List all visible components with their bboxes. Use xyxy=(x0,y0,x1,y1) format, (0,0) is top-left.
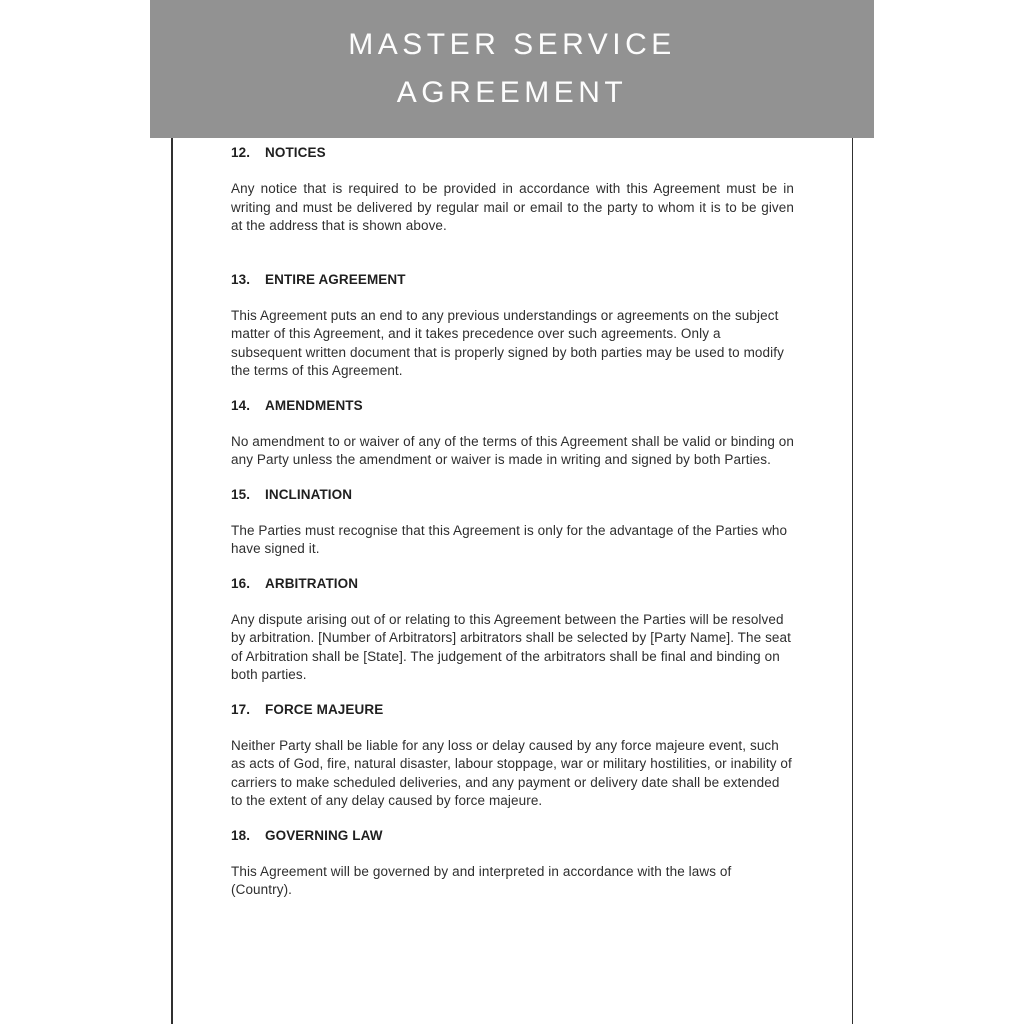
header-banner xyxy=(150,0,874,138)
section-title: ARBITRATION xyxy=(265,575,359,591)
section-number: 17. xyxy=(231,701,251,717)
section-title: AMENDMENTS xyxy=(265,397,363,413)
section-heading xyxy=(231,145,794,161)
section-paragraph: No amendment to or waiver of any of the terms of this Agreement shall be valid or binding on any Party unless the amendment or waiver is made in writing and signed by both Parties. xyxy=(231,433,794,467)
section-heading xyxy=(231,272,794,288)
section-entire-agreement xyxy=(231,272,794,381)
section-heading xyxy=(231,828,794,844)
section-title: FORCE MAJEURE xyxy=(265,701,384,717)
section-heading xyxy=(231,702,794,718)
section-number: 15. xyxy=(231,486,251,502)
section-number: 13. xyxy=(231,271,251,287)
section-paragraph: Any dispute arising out of or relating to this Agreement between the Parties will be resolved by arbitration. [Number of Arbitrators] arbitrators shall be selected by [Party Name]. The seat of Arbitration shall be [State]. The judgement of the arbitrators shall be final and binding on both parties. xyxy=(231,611,791,682)
document-body xyxy=(231,138,794,900)
section-number: 18. xyxy=(231,827,251,843)
section-notices xyxy=(231,145,794,236)
section-paragraph: Any notice that is required to be provided in accordance with this Agreement must be in writing and must be delivered by regular mail or email to the party to whom it is to be given at the address that is shown above. xyxy=(231,181,794,233)
document-title-line-2: AGREEMENT xyxy=(396,76,628,109)
section-title: NOTICES xyxy=(265,145,326,160)
section-paragraph: This Agreement will be governed by and interpreted in accordance with the laws of (Country). xyxy=(231,863,732,897)
section-amendments xyxy=(231,398,794,470)
section-heading xyxy=(231,576,794,592)
section-number: 14. xyxy=(231,397,251,413)
section-force-majeure xyxy=(231,702,794,811)
section-arbitration xyxy=(231,576,794,685)
section-heading xyxy=(231,398,794,414)
section-inclination xyxy=(231,487,794,559)
page-border-right xyxy=(852,138,854,1024)
section-number: 16. xyxy=(231,575,251,591)
section-title: INCLINATION xyxy=(265,486,353,502)
document-title-line-1: MASTER SERVICE xyxy=(348,28,676,61)
section-governing-law xyxy=(231,828,794,900)
page-border-left xyxy=(171,138,173,1024)
section-title: ENTIRE AGREEMENT xyxy=(265,271,406,287)
section-paragraph: Neither Party shall be liable for any loss or delay caused by any force majeure event, such as acts of God, fire, natural disaster, labour stoppage, war or military hostilities, or inability of carriers to make scheduled deliveries, and any payment or delivery date shall be extended to the extent of any delay caused by force majeure. xyxy=(231,737,792,808)
section-paragraph: The Parties must recognise that this Agreement is only for the advantage of the Parties who have signed it. xyxy=(231,522,788,556)
section-heading xyxy=(231,487,794,503)
section-paragraph: This Agreement puts an end to any previous understandings or agreements on the subject matter of this Agreement, and it takes precedence over such agreements. Only a subsequent written document that is properly signed by both parties may be used to modify the terms of this Agreement. xyxy=(231,307,784,378)
section-number: 12. xyxy=(231,145,251,160)
section-title: GOVERNING LAW xyxy=(265,827,383,843)
